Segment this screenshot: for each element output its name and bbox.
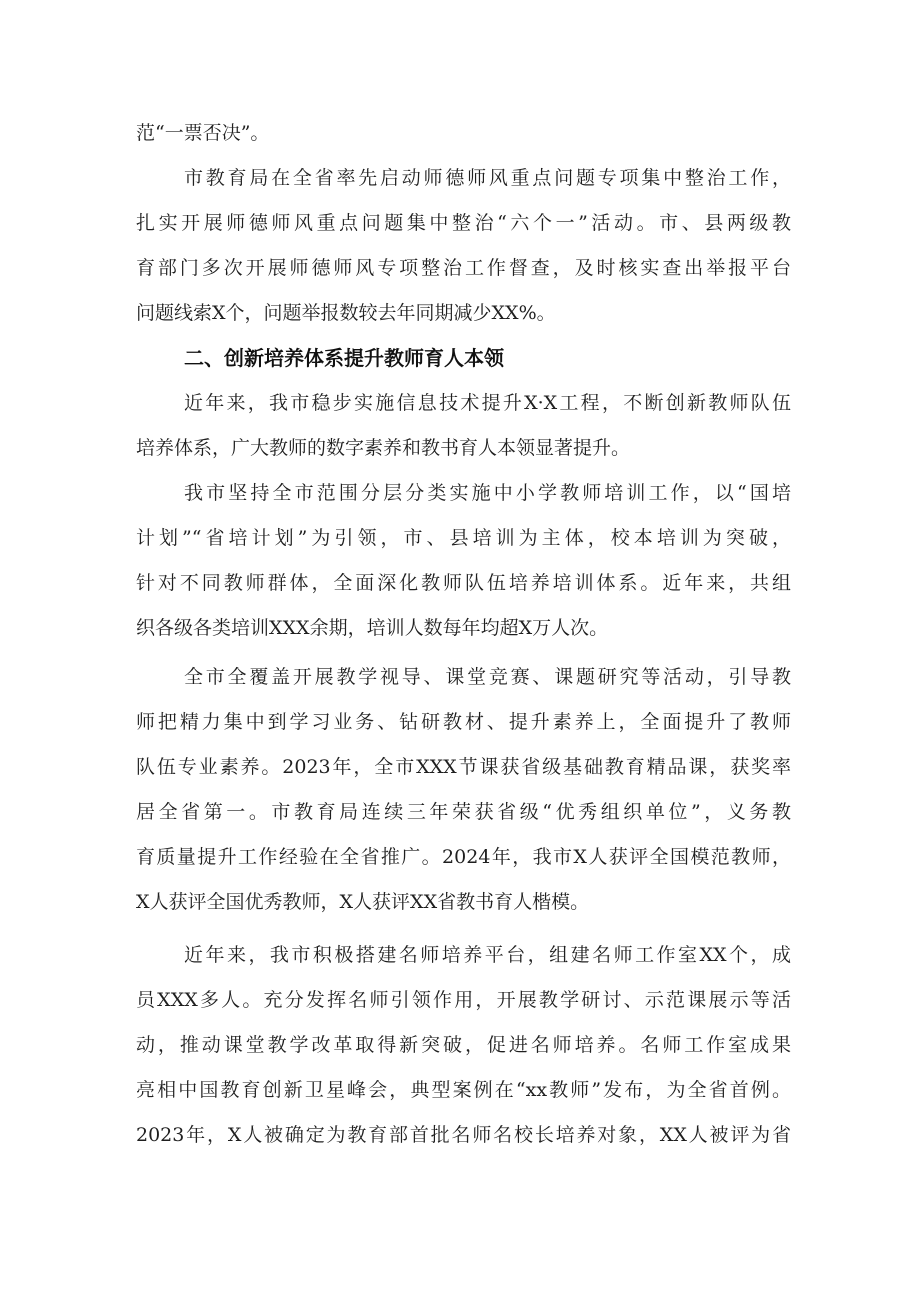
- paragraph-teacher-training: [136, 471, 791, 651]
- text-line: X人获评全国优秀教师，X人获评XX省教书育人楷模。: [136, 891, 590, 913]
- text-line: 织各级各类培训XXX余期，培训人数每年均超X万人次。: [136, 617, 609, 639]
- text-line: 扎实开展师德师风重点问题集中整治“六个一”活动。市、县两级教: [136, 212, 791, 234]
- paragraph-it-upgrade: [136, 381, 791, 471]
- text-line: 计划”“省培计划”为引领，市、县培训为主体，校本培训为突破，: [136, 527, 791, 549]
- text-line: 问题线索X个，问题举报数较去年同期减少XX%。: [136, 302, 556, 324]
- text-line: 育部门多次开展师德师风专项整治工作督查，及时核实查出举报平台: [136, 257, 791, 279]
- text-line: 亮相中国教育创新卫星峰会，典型案例在“xx教师”发布，为全省首例。: [136, 1079, 791, 1101]
- text-line: 范“一票否决”。: [136, 122, 270, 144]
- text-line: 居全省第一。市教育局连续三年荣获省级“优秀组织单位”，义务教: [136, 801, 791, 823]
- text-line: 我市坚持全市范围分层分类实施中小学教师培训工作，以“国培: [184, 482, 791, 504]
- text-line: 队伍专业素养。2023年，全市XXX节课获省级基础教育精品课，获奖率: [136, 756, 791, 778]
- text-line: 员XXX多人。充分发挥名师引领作用，开展教学研讨、示范课展示等活: [136, 989, 791, 1011]
- text-line: 近年来，我市稳步实施信息技术提升X·X工程，不断创新教师队伍: [184, 392, 791, 414]
- text-line: 师把精力集中到学习业务、钻研教材、提升素养上，全面提升了教师: [136, 711, 791, 733]
- document-body: [136, 111, 791, 1158]
- paragraph-continuation: [136, 111, 791, 156]
- text-line: 动，推动课堂教学改革取得新突破，促进名师培养。名师工作室成果: [136, 1034, 791, 1056]
- text-line: 培养体系，广大教师的数字素养和教书育人本领显著提升。: [136, 437, 631, 459]
- paragraph-teaching-activities: [136, 655, 791, 925]
- section-heading: [136, 336, 791, 381]
- text-line: 2023年，X人被确定为教育部首批名师名校长培养对象，XX人被评为省: [136, 1124, 791, 1146]
- text-line: 近年来，我市积极搭建名师培养平台，组建名师工作室XX个，成: [184, 944, 791, 966]
- text-line: 育质量提升工作经验在全省推广。2024年，我市X人获评全国模范教师，: [136, 846, 791, 868]
- paragraph-master-teacher-platform: [136, 933, 791, 1158]
- text-line: 全市全覆盖开展教学视导、课堂竞赛、课题研究等活动，引导教: [184, 666, 791, 688]
- text-line: 针对不同教师群体，全面深化教师队伍培养培训体系。近年来，共组: [136, 572, 791, 594]
- section-heading-text: 二、创新培养体系提升教师育人本领: [184, 346, 504, 370]
- paragraph-teacher-ethics-rectification: [136, 156, 791, 336]
- text-line: 市教育局在全省率先启动师德师风重点问题专项集中整治工作，: [184, 167, 791, 189]
